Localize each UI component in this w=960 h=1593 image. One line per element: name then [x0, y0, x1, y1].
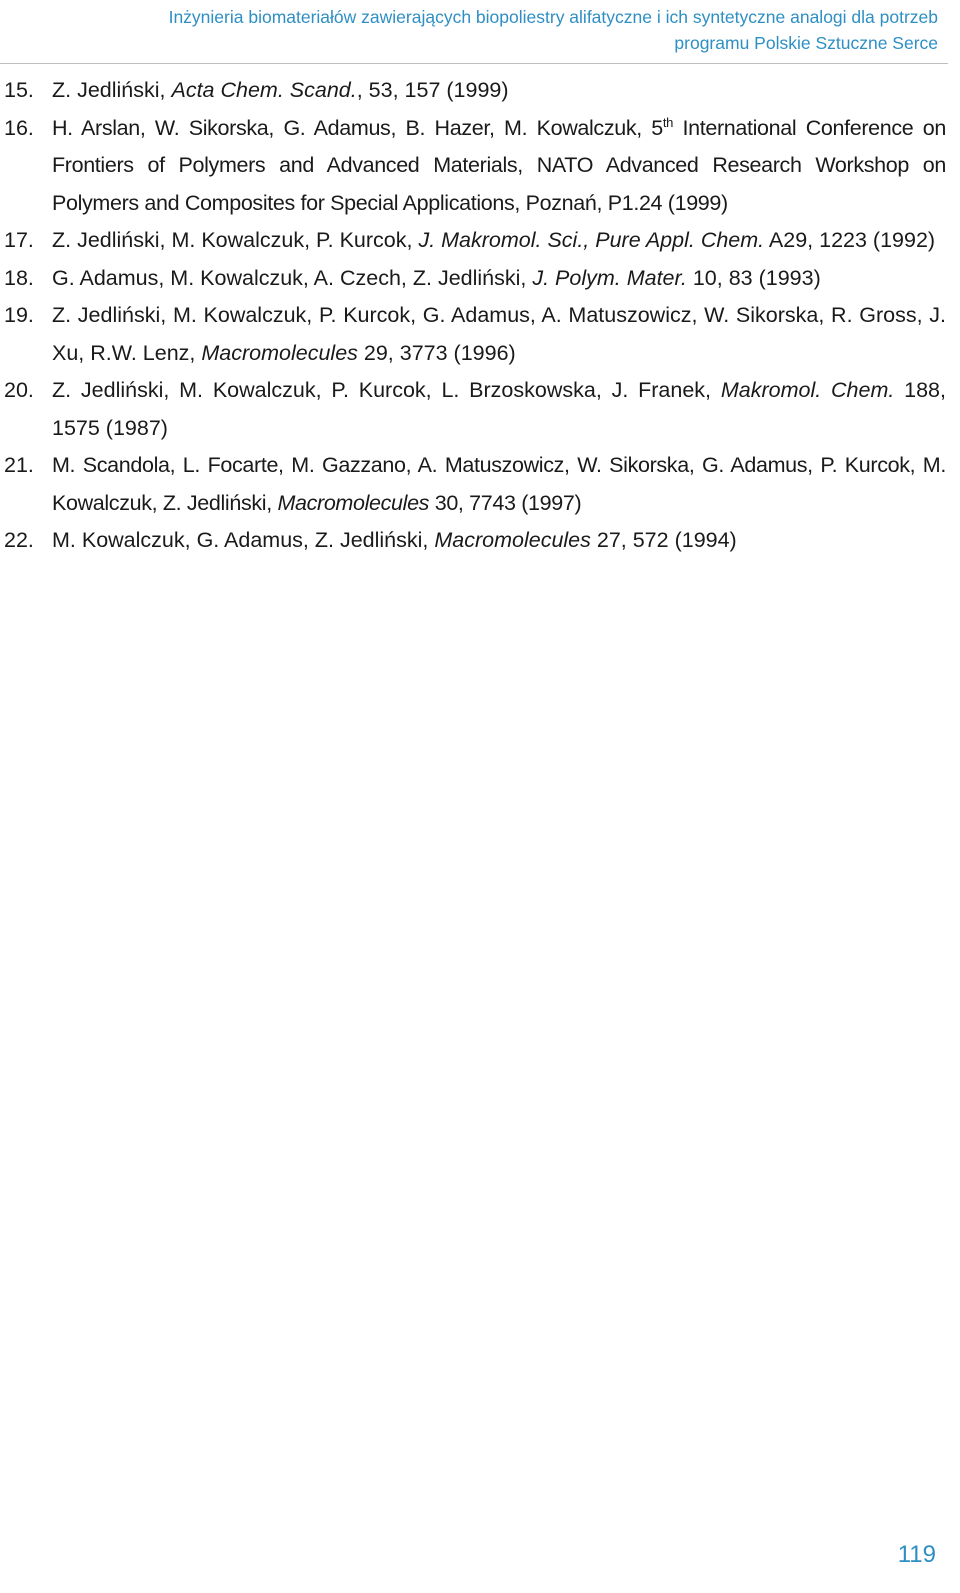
running-header-line-2: programu Polskie Sztuczne Serce [674, 33, 938, 53]
reference-number: 19. [4, 303, 34, 327]
reference-authors: G. Adamus, M. Kowalczuk, A. Czech, Z. Jedliński, [52, 265, 533, 290]
reference-citation: 30, 7743 (1997) [429, 490, 582, 515]
reference-text [52, 522, 946, 560]
reference-number: 22. [4, 528, 34, 552]
reference-superscript: th [662, 114, 674, 130]
header-divider [0, 63, 948, 64]
reference-number: 16. [4, 115, 34, 140]
reference-citation: International Conference on Frontiers of Polymers and Advanced Materials, NATO Advanced Research Workshop on Polymers and Composites for Special Applications, Poznań, P1.24 (1999) [52, 115, 947, 215]
reference-journal: J. Makromol. Sci., Pure Appl. Chem. [418, 228, 765, 252]
running-header-line-1: Inżynieria biomateriałów zawierających biopoliestry alifatyczne i ich syntetyczne analogi dla potrzeb [168, 7, 938, 27]
reference-authors: M. Scandola, L. Focarte, M. Gazzano, A. Matuszowicz, W. Sikorska, G. Adamus, P. Kurcok, M. Kowalczuk, Z. Jedliński, [52, 453, 946, 515]
reference-authors: Z. Jedliński, M. Kowalczuk, P. Kurcok, L. Brzoskowska, J. Franek, [52, 378, 721, 402]
reference-number: 18. [4, 265, 34, 290]
reference-authors: Z. Jedliński, [52, 78, 172, 102]
reference-journal: Macromolecules [201, 340, 358, 365]
reference-item-22 [4, 522, 946, 560]
reference-journal: Macromolecules [434, 528, 591, 552]
reference-citation: 188, 1575 (1987) [52, 378, 946, 440]
reference-item-20 [4, 372, 946, 447]
reference-text [52, 72, 946, 110]
reference-authors: M. Kowalczuk, G. Adamus, Z. Jedliński, [52, 528, 435, 552]
reference-text [52, 260, 946, 298]
reference-item-21 [4, 447, 946, 522]
reference-citation: 27, 572 (1994) [590, 528, 737, 552]
reference-text [52, 447, 946, 522]
reference-text [52, 222, 946, 260]
reference-authors: H. Arslan, W. Sikorska, G. Adamus, B. Hazer, M. Kowalczuk, 5 [52, 115, 663, 140]
reference-citation: A29, 1223 (1992) [764, 228, 936, 252]
reference-authors: Z. Jedliński, M. Kowalczuk, P. Kurcok, G. Adamus, A. Matuszowicz, W. Sikorska, R. Gross, J. Xu, R.W. Lenz, [52, 303, 946, 365]
reference-item-16 [4, 110, 946, 223]
reference-citation: , 53, 157 (1999) [356, 78, 509, 102]
reference-number: 21. [4, 453, 34, 477]
reference-citation: 10, 83 (1993) [686, 265, 821, 290]
page-number: 119 [897, 1541, 936, 1568]
reference-item-19 [4, 297, 946, 372]
reference-text [52, 297, 946, 372]
reference-journal: Macromolecules [277, 490, 430, 515]
reference-number: 17. [4, 228, 34, 252]
reference-number: 20. [4, 378, 34, 402]
reference-journal: Makromol. Chem. [720, 378, 895, 402]
reference-list [4, 72, 946, 560]
reference-item-17 [4, 222, 946, 260]
reference-item-15 [4, 72, 946, 110]
reference-number: 15. [4, 78, 34, 102]
reference-journal: Acta Chem. Scand. [171, 78, 357, 102]
running-header [169, 4, 938, 56]
reference-item-18 [4, 260, 946, 298]
reference-authors: Z. Jedliński, M. Kowalczuk, P. Kurcok, [52, 228, 419, 252]
reference-text [52, 372, 946, 447]
reference-text [52, 110, 946, 223]
reference-citation: 29, 3773 (1996) [357, 340, 516, 365]
reference-journal: J. Polym. Mater. [532, 265, 687, 290]
